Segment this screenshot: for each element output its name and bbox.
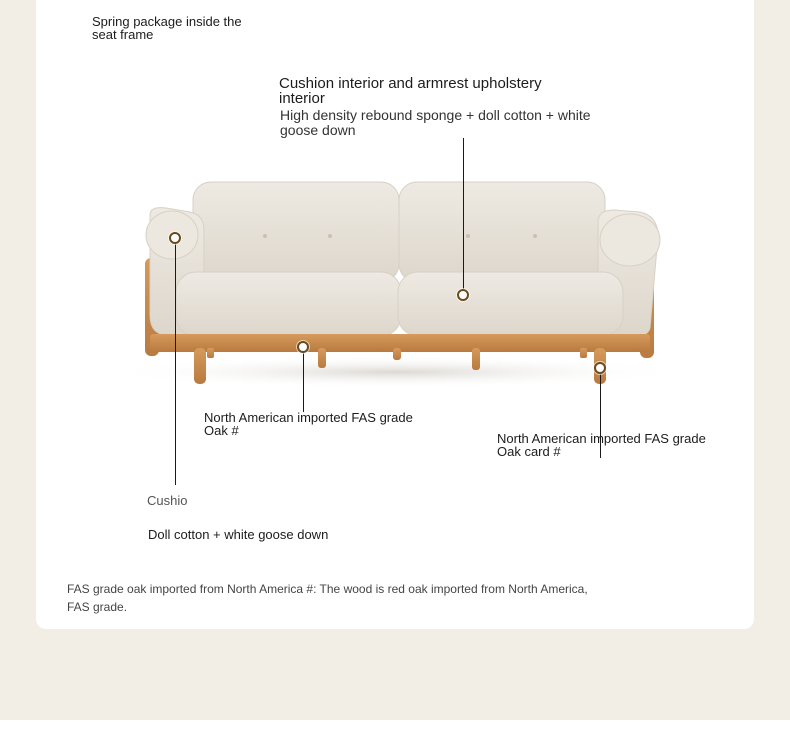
- oak-card-label: North American imported FAS grade Oak card #: [497, 431, 706, 459]
- leader-line-cushion-interior: [463, 138, 464, 295]
- spring-label: Spring package inside the seat frame: [92, 14, 242, 42]
- right-armrest-roll: [600, 214, 660, 266]
- right-back-cushion: [399, 182, 605, 282]
- marker-seat-cushion[interactable]: [457, 289, 469, 301]
- left-seat-cushion: [176, 272, 401, 336]
- cushion-interior-title: Cushion interior and armrest upholstery interior: [279, 75, 542, 107]
- marker-armrest[interactable]: [169, 232, 181, 244]
- cushion-title: Cushio: [147, 493, 188, 508]
- cushion-detail: Doll cotton + white goose down: [148, 527, 329, 542]
- right-seat-cushion: [398, 272, 623, 336]
- leader-line-cushion: [175, 237, 176, 485]
- leader-line-oak-frame: [303, 348, 304, 412]
- oak-frame-label: North American imported FAS grade Oak #: [204, 410, 413, 438]
- marker-oak-card[interactable]: [594, 362, 606, 374]
- footnote: FAS grade oak imported from North America #: The wood is red oak imported from North America, FAS grade.: [67, 582, 588, 614]
- marker-oak-frame[interactable]: [297, 341, 309, 353]
- cushion-interior-detail: High density rebound sponge + doll cotton + white goose down: [280, 107, 591, 138]
- left-back-cushion: [193, 182, 399, 282]
